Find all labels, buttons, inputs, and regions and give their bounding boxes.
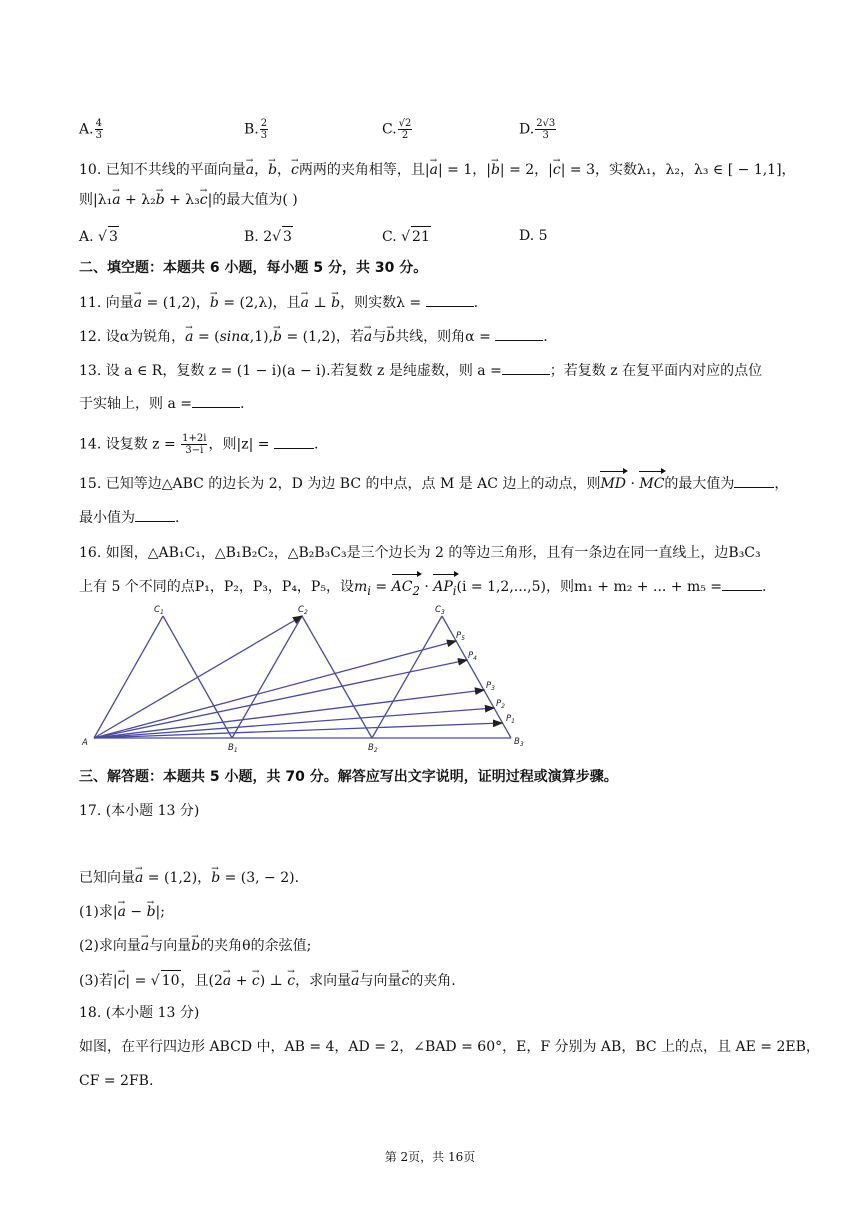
page-footer: 第 2页，共 16页 (384, 1150, 476, 1164)
q18-line2: CF = 2FB. (79, 1073, 154, 1089)
vector-ac2 (94, 616, 302, 738)
q10-option-b: B. 2√ 3 (244, 226, 293, 247)
label-p5: $P_5$ (456, 631, 465, 642)
label-p1: $P_1$ (506, 714, 515, 725)
q10-option-d: D. 5 (519, 228, 548, 244)
edge-ac1 (94, 616, 163, 738)
q9-option-d: D. $\frac{2√3}{3}$ (519, 118, 556, 141)
q16-line2: 上有 5 个不同的点P₁，P₂，P₃，P₄，P₅，设$m_i = AC_2 \cdot AP_i(i = 1,2,...,5)$，则m₁ + m₂ + ... + m₅ = . (79, 577, 767, 601)
label-c3: $C_3$ (435, 605, 445, 616)
q10-option-a: A. √ 3 (79, 226, 119, 247)
label-b2: $B_2$ (368, 743, 378, 754)
label-p2: $P_2$ (496, 699, 505, 710)
q15-line2: 最小值为 . (79, 510, 180, 526)
label-b1: $B_1$ (228, 743, 238, 754)
vector-ap2 (94, 708, 494, 738)
q18-heading: 18. (本小题 13 分) (79, 1005, 200, 1021)
label-c2: $C_2$ (298, 605, 308, 616)
q13-line2: 于实轴上，则 a = . (79, 396, 245, 412)
q17-given: 已知向量→ a = (1,2)，→ b = (3, − 2). (79, 868, 299, 888)
q10-option-c: C. √ 21 (382, 226, 431, 247)
q9-option-b: B. $\frac{2}{3}$ (244, 118, 268, 141)
q9-option-c: C. $\frac{√2}{2}$ (382, 118, 412, 141)
label-p3: $P_3$ (486, 681, 495, 692)
q16-line1: 16. 如图，△AB₁C₁，△B₁B₂C₂，△B₂B₃C₃是三个边长为 2 的等边三角形，且有一条边在同一直线上，边B₃C₃ (79, 545, 761, 561)
q17-heading: 17. (本小题 13 分) (79, 803, 200, 819)
q11: 11. 向量→ a = (1,2)，→ b = (2,λ)，且→ a ⊥ → b，则实数λ = . (79, 293, 478, 313)
q10-line2: 则|λ₁→ a + λ₂→ b + λ₃→ c|的最大值为( ) (79, 190, 298, 210)
label-a: A (82, 738, 88, 748)
q14: 14. 设复数 z = $\frac{1+2i}{3-i}$ ，则|z| = . (79, 433, 319, 456)
label-p4: $P_4$ (468, 651, 477, 662)
section-3-heading: 三、解答题：本题共 5 小题，共 70 分。解答应写出文字说明，证明过程或演算步骤。 (79, 769, 618, 785)
edge-b2c3 (372, 616, 442, 738)
edge-c3b3 (442, 616, 511, 738)
q17-part2: (2)求向量→ a与向量→ b的夹角θ的余弦值; (79, 936, 311, 956)
q16-figure (78, 600, 538, 760)
q12: 12. 设α为锐角，→ a = (sinα,1),→ b = (1,2)，若→ a与→ b共线，则角α = . (79, 327, 548, 347)
q9-option-a: A. $\frac{4}{3}$ (79, 118, 102, 141)
label-b3: $B_3$ (514, 737, 524, 748)
q17-part1: (1)求|→ a − → b|; (79, 902, 165, 922)
label-c1: $C_1$ (154, 605, 164, 616)
q13-line1: 13. 设 a ∈ R，复数 z = (1 − i)(a − i).若复数 z 是纯虚数，则 a = ；若复数 z 在复平面内对应的点位 (79, 363, 763, 379)
q15-line1: 15. 已知等边△ABC 的边长为 2，D 为边 BC 的中点，点 M 是 AC 边上的动点，则MD · MC的最大值为 ， (79, 476, 789, 492)
section-2-heading: 二、填空题：本题共 6 小题，每小题 5 分，共 30 分。 (79, 260, 428, 276)
q10-line1: 10. 已知不共线的平面向量→ a，→ b，→ c两两的夹角相等，且|→ a| = 1，|→ b| = 2，|→ c| = 3，实数λ₁，λ₂，λ₃ ∈ [ − 1,1]， (79, 160, 796, 180)
vector-ap5 (94, 641, 456, 738)
q18-line1: 如图，在平行四边形 ABCD 中，AB = 4，AD = 2，∠BAD = 60°，E，F 分别为 AB，BC 上的点，且 AE = 2EB， (79, 1039, 820, 1055)
q17-part3: (3)若|→ c| = √ 10，且(2→ a + → c) ⊥ → c，求向量→ a与向量→ c的夹角. (79, 970, 456, 991)
